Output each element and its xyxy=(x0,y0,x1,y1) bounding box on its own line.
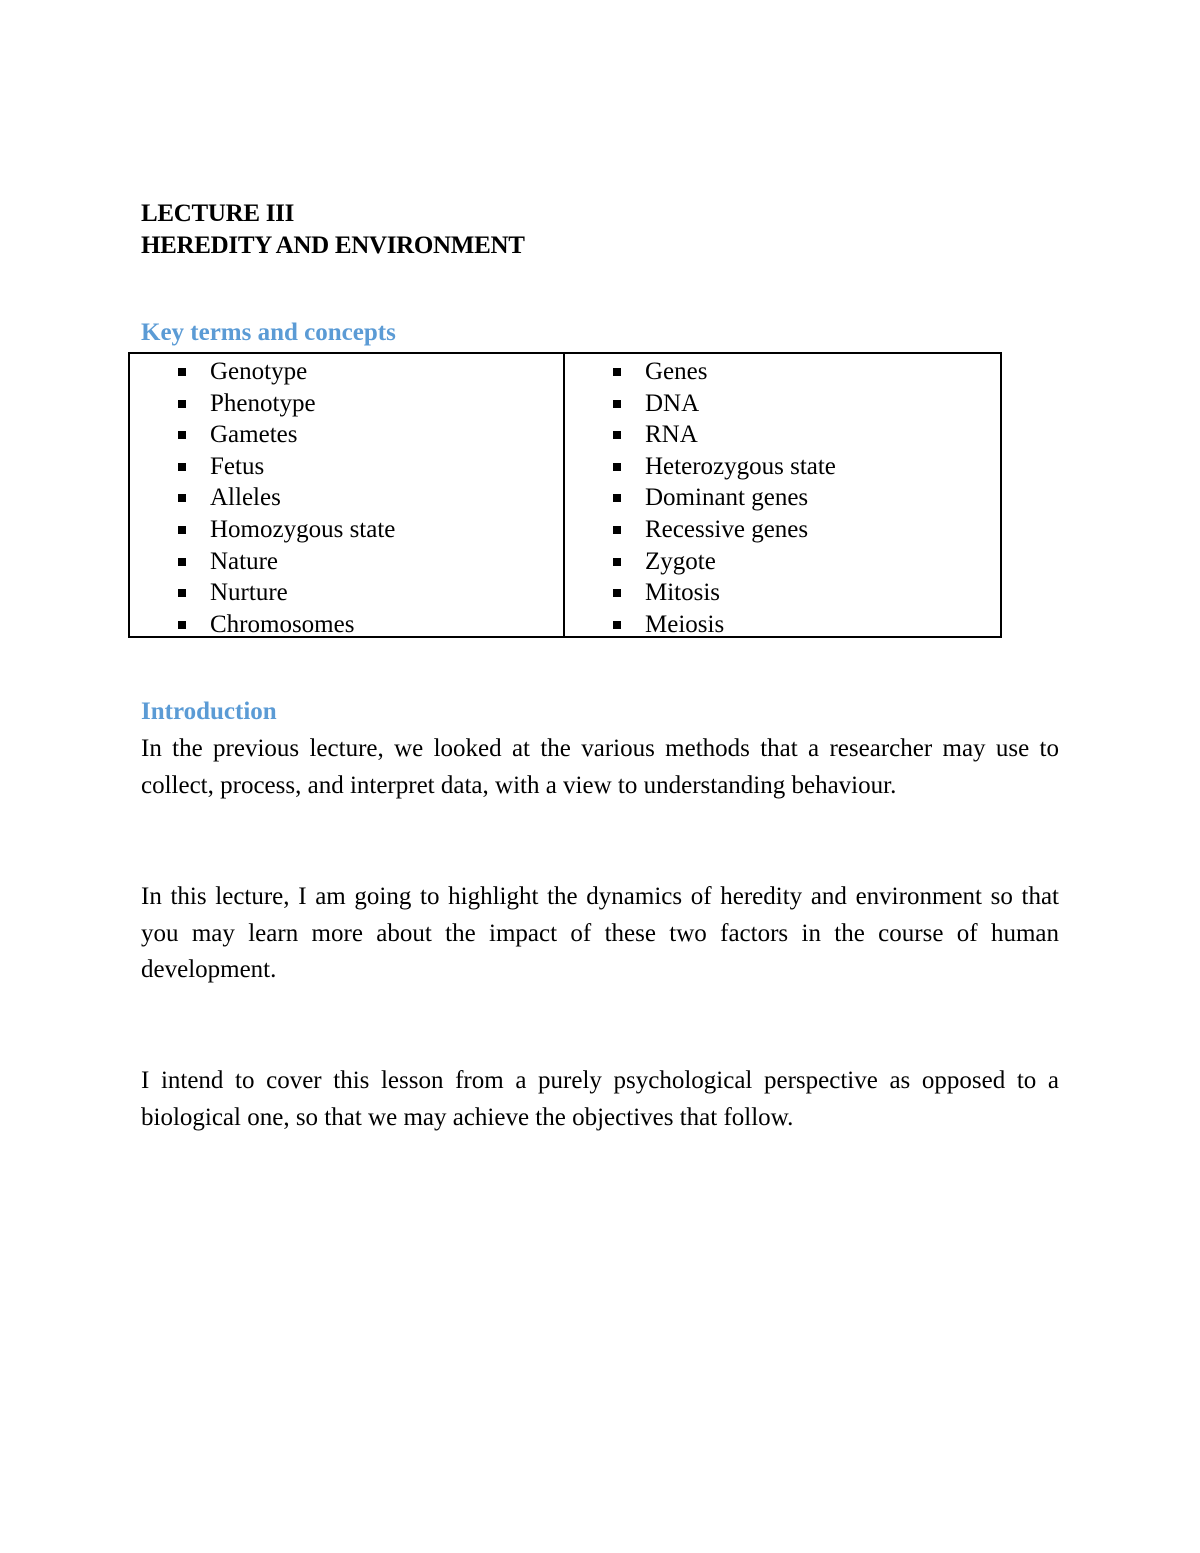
square-bullet-icon xyxy=(178,621,186,629)
key-term-item xyxy=(176,356,395,388)
square-bullet-icon xyxy=(613,431,621,439)
key-term-item xyxy=(611,577,836,609)
key-term-item xyxy=(611,482,836,514)
key-terms-left-column xyxy=(130,354,565,636)
key-term-item xyxy=(176,451,395,483)
intro-paragraph-1: In the previous lecture, we looked at the various methods that a researcher may use to collect, process, and interpret data, with a view to understanding behaviour. xyxy=(141,735,1059,799)
key-term-label: Chromosomes xyxy=(210,610,355,638)
key-term-label: Nature xyxy=(210,547,279,575)
key-term-label: Fetus xyxy=(210,452,265,480)
square-bullet-icon xyxy=(613,400,621,408)
key-term-label: Alleles xyxy=(210,484,281,512)
key-terms-heading: Key terms and concepts xyxy=(141,319,396,346)
key-term-label: DNA xyxy=(645,389,700,417)
introduction-heading: Introduction xyxy=(141,698,277,725)
square-bullet-icon xyxy=(178,368,186,376)
square-bullet-icon xyxy=(613,463,621,471)
key-term-label: Phenotype xyxy=(210,389,316,417)
key-term-label: Heterozygous state xyxy=(645,452,836,480)
square-bullet-icon xyxy=(178,431,186,439)
square-bullet-icon xyxy=(178,589,186,597)
key-term-label: RNA xyxy=(645,421,698,449)
key-term-label: Mitosis xyxy=(645,579,721,607)
key-term-item xyxy=(176,609,395,641)
key-term-label: Dominant genes xyxy=(645,484,809,512)
square-bullet-icon xyxy=(613,526,621,534)
square-bullet-icon xyxy=(178,558,186,566)
key-term-item xyxy=(611,388,836,420)
square-bullet-icon xyxy=(178,526,186,534)
intro-paragraph-2: In this lecture, I am going to highlight the dynamics of heredity and environment so that you may learn more about the impact of these two factors in the course of human development. xyxy=(141,883,1059,983)
lecture-title: HEREDITY AND ENVIRONMENT xyxy=(141,232,525,259)
square-bullet-icon xyxy=(613,589,621,597)
key-term-item xyxy=(611,356,836,388)
square-bullet-icon xyxy=(613,368,621,376)
key-term-item xyxy=(176,419,395,451)
key-term-item xyxy=(176,482,395,514)
key-term-label: Recessive genes xyxy=(645,515,809,543)
square-bullet-icon xyxy=(178,400,186,408)
key-term-item xyxy=(611,419,836,451)
key-term-label: Gametes xyxy=(210,421,298,449)
key-terms-right-list xyxy=(611,356,836,640)
key-term-item xyxy=(176,514,395,546)
key-term-item xyxy=(611,609,836,641)
key-term-item xyxy=(611,451,836,483)
key-term-item xyxy=(176,577,395,609)
square-bullet-icon xyxy=(613,621,621,629)
key-term-label: Meiosis xyxy=(645,610,725,638)
key-term-label: Homozygous state xyxy=(210,515,396,543)
key-terms-left-list xyxy=(176,356,395,640)
key-term-label: Genotype xyxy=(210,358,308,385)
key-terms-right-column xyxy=(565,354,1000,636)
key-term-item xyxy=(176,546,395,578)
intro-paragraph-3: I intend to cover this lesson from a purely psychological perspective as opposed to a biological one, so that we may achieve the objectives that follow. xyxy=(141,1067,1059,1131)
key-term-label: Zygote xyxy=(645,547,716,575)
key-term-label: Genes xyxy=(645,358,708,385)
square-bullet-icon xyxy=(178,463,186,471)
key-term-item xyxy=(611,514,836,546)
lecture-label: LECTURE III xyxy=(141,200,294,227)
key-term-label: Nurture xyxy=(210,579,288,607)
key-term-item xyxy=(611,546,836,578)
square-bullet-icon xyxy=(613,494,621,502)
square-bullet-icon xyxy=(613,558,621,566)
key-terms-table xyxy=(128,352,1002,638)
square-bullet-icon xyxy=(178,494,186,502)
key-term-item xyxy=(176,388,395,420)
